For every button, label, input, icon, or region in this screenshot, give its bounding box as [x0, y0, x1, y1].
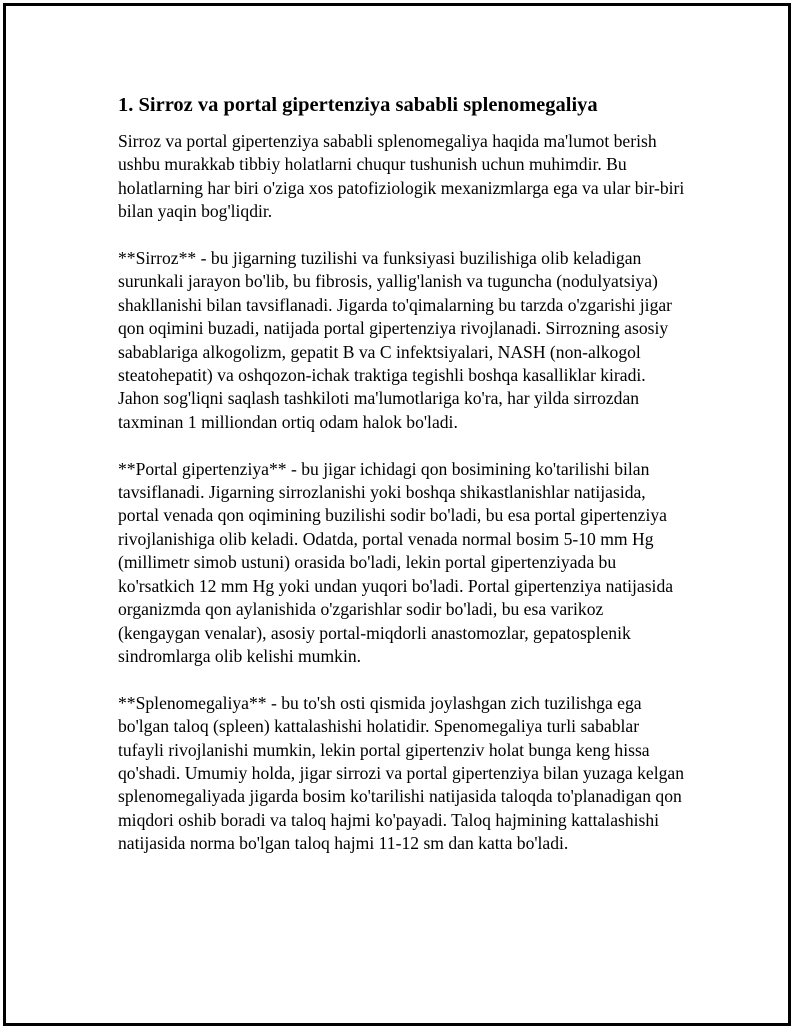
paragraph-intro: Sirroz va portal gipertenziya sababli splenomegaliya haqida ma'lumot berish ushbu murakkab tibbiy holatlarni chuqur tushunish uchun muhimdir. Bu holatlarning har biri o'ziga xos patofiziologik mexanizmlarga ega va ular bir-biri bilan yaqin bog'liqdir. [118, 131, 685, 222]
section-title: 1. Sirroz va portal gipertenziya sababli splenomegaliya [118, 94, 598, 116]
paragraph-splenomegaliya: **Splenomegaliya** - bu to'sh osti qismida joylashgan zich tuzilishga ega bo'lgan taloq (spleen) kattalashishi holatidir. Spenomegaliya turli sabablar tufayli rivojlanishi mumkin, lekin portal gipertenziv holat bunga keng hissa qo'shadi. Umumiy holda, jigar sirrozi va portal gipertenziya bilan yuzaga kelgan splenomegaliyada jigarda bosim ko'tarilishi natijasida taloqda to'planadigan qon miqdori oshib boradi va taloq hajmi ko'payadi. Taloq hajmining kattalashishi natijasida norma bo'lgan taloq hajmi 11-12 sm dan katta bo'ladi. [118, 692, 684, 854]
document-body [118, 90, 688, 879]
paragraph-sirroz: **Sirroz** - bu jigarning tuzilishi va funksiyasi buzilishiga olib keladigan surunkali jarayon bo'lib, bu fibrosis, yallig'lanish va tuguncha (nodulyatsiya) shakllanishi bilan tavsiflanadi. Jigarda to'qimalarning bu tarzda o'zgarishi jigar qon oqimini buzadi, natijada portal gipertenziya rivojlanadi. Sirrozning asosiy sabablariga alkogolizm, gepatit B va C infektsiyalari, NASH (non-alkogol steatohepatit) va oshqozon-ichak traktiga tegishli boshqa kasalliklar kiradi. Jahon sog'liqni saqlash tashkiloti ma'lumotlariga ko'ra, har yilda sirrozdan taxminan 1 milliondan ortiq odam halok bo'ladi. [118, 248, 673, 432]
paragraph-portal-gipertenziya: **Portal gipertenziya** - bu jigar ichidagi qon bosimining ko'tarilishi bilan tavsiflanadi. Jigarning sirrozlanishi yoki boshqa shikastlanishlar natijasida, portal venada qon oqimining buzilishi sodir bo'ladi, bu esa portal gipertenziya rivojlanishiga olib keladi. Odatda, portal venada normal bosim 5-10 mm Hg (millimetr simob ustuni) orasida bo'ladi, lekin portal gipertenziyada bu ko'rsatkich 12 mm Hg yoki undan yuqori bo'ladi. Portal gipertenziya natijasida organizmda qon aylanishida o'zgarishlar sodir bo'ladi, bu esa varikoz (kengaygan venalar), asosiy portal-miqdorli anastomozlar, gepatosplenik sindromlarga olib kelishi mumkin. [118, 458, 674, 666]
